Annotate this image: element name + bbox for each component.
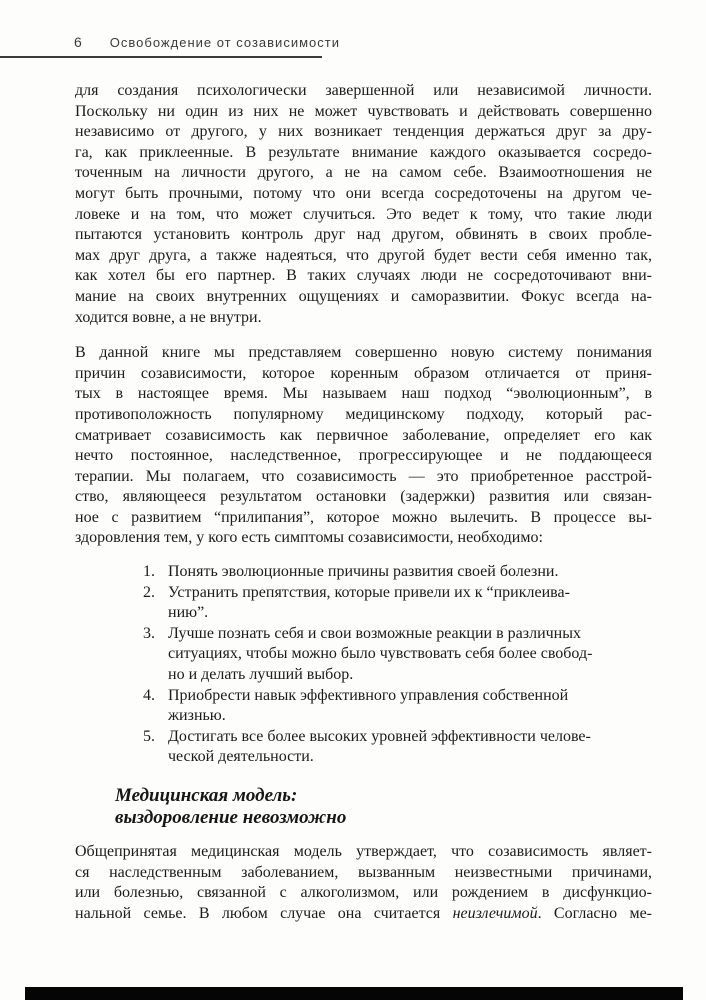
body-text-run: . Согласно ме- [537,904,652,922]
body-line: терапии. Мы полагаем, что созависимость — это приобретенное расстрой- [75,467,652,485]
body-line: га, как приклеенные. В результате внимание каждого оказывается сосредо- [75,143,652,161]
body-line: причин созависимости, которое коренным образом отличается от приня- [75,364,652,382]
list-number: 5. [143,727,155,745]
list-item-text [168,624,652,686]
body-text-run: нальной семье. В любом случае она считается [75,904,453,922]
running-header [74,34,340,50]
scan-artifact-bar [25,987,683,1000]
paragraph-3 [75,842,652,924]
body-line: В данной книге мы представляем совершенно новую систему понимания [75,344,652,362]
body-line: могут быть прочными, потому что они всегда сосредоточены на другом че- [75,184,652,202]
list-item-text [168,686,652,727]
body-line: здоровления тем, у кого есть симптомы созависимости, необходимо: [75,529,543,547]
body-line: ситуациях, чтобы можно было чувствовать себя более свобод- [168,645,593,663]
list-item [143,624,652,686]
list-number: 3. [143,624,155,642]
body-line: мание на своих внутренних ощущениях и саморазвитии. Фокус всегда на- [75,287,652,305]
body-line: ходится вовне, а не внутри. [75,308,262,326]
body-line: независимо от другого, у них возникает тенденция держаться друг за дру- [75,123,652,141]
body-line: мах друг друга, а также надеяться, что другой будет вести себя именно так, [75,246,652,264]
body-line: или болезнью, связанной с алкоголизмом, или рождением в дисфункцио- [75,884,652,902]
header-rule [0,56,322,58]
body-line: Приобрести навык эффективного управления собственной [168,686,569,704]
body-line: тых в настоящее время. Мы называем наш подход “эволюционным”, в [75,385,652,403]
body-line [75,904,652,925]
body-line: Понять эволюционные причины развития своей болезни. [168,563,559,581]
body-line: ное с развитием “прилипания”, которое можно вылечить. В процессе вы- [75,508,652,526]
paragraph-2 [75,343,652,549]
body-line: нию”. [168,604,209,622]
running-title: Освобождение от созависимости [109,35,340,50]
body-line: для создания психологически завершенной или независимой личности. [75,82,652,99]
body-line: но и делать лучший выбор. [168,666,354,684]
body-line: ческой деятельности. [168,748,314,766]
body-line: Поскольку ни один из них не может чувствовать и действовать совершенно [75,102,652,120]
body-line: Достигать все более высоких уровней эффективности челове- [168,727,591,745]
body-line: жизнью. [168,707,226,725]
numbered-list [143,562,652,768]
body-line: сматривает созависимость как первичное заболевание, определяет его как [75,426,652,444]
section-heading [115,785,652,829]
list-item [143,727,652,768]
body-line: пытаются установить контроль друг над другом, обвинять в своих пробле- [75,226,652,244]
body-line: ство, являющееся результатом остановки (задержки) развития или связан- [75,488,652,506]
paragraph-1 [75,81,652,328]
body-line: противоположность популярному медицинскому подходу, который рас- [75,405,652,423]
list-item [143,583,652,624]
list-item-text [168,562,652,583]
list-item-text [168,727,652,768]
body-line: как хотел бы его партнер. В таких случаях люди не сосредоточивают вни- [75,267,652,285]
list-item [143,686,652,727]
body-line: Лучше познать себя и свои возможные реакции в различных [168,624,581,642]
body-line: точенным на личности другого, а не на самом себе. Взаимоотношения не [75,164,652,182]
body-line: ловеке и на том, что может случиться. Это ведет к тому, что такие люди [75,205,652,223]
list-number: 1. [143,563,155,581]
section-heading-line: Медицинская модель: [115,785,298,806]
page-number: 6 [74,34,83,50]
list-number: 2. [143,583,155,601]
italic-term: неизлечимой [452,904,538,922]
body-line: Общепринятая медицинская модель утверждает, что созависимость являет- [75,843,652,860]
body-line: нечто постоянное, наследственное, прогрессирующее и не поддающееся [75,447,652,465]
section-heading-line: выздоровление невозможно [115,807,347,828]
list-item [143,562,652,583]
body-line: Устранить препятствия, которые привели их к “приклеива- [168,583,570,601]
page-body [75,81,652,924]
body-line: ся наследственным заболеванием, вызванным неизвестными причинами, [75,863,652,881]
list-item-text [168,583,652,624]
list-number: 4. [143,686,155,704]
